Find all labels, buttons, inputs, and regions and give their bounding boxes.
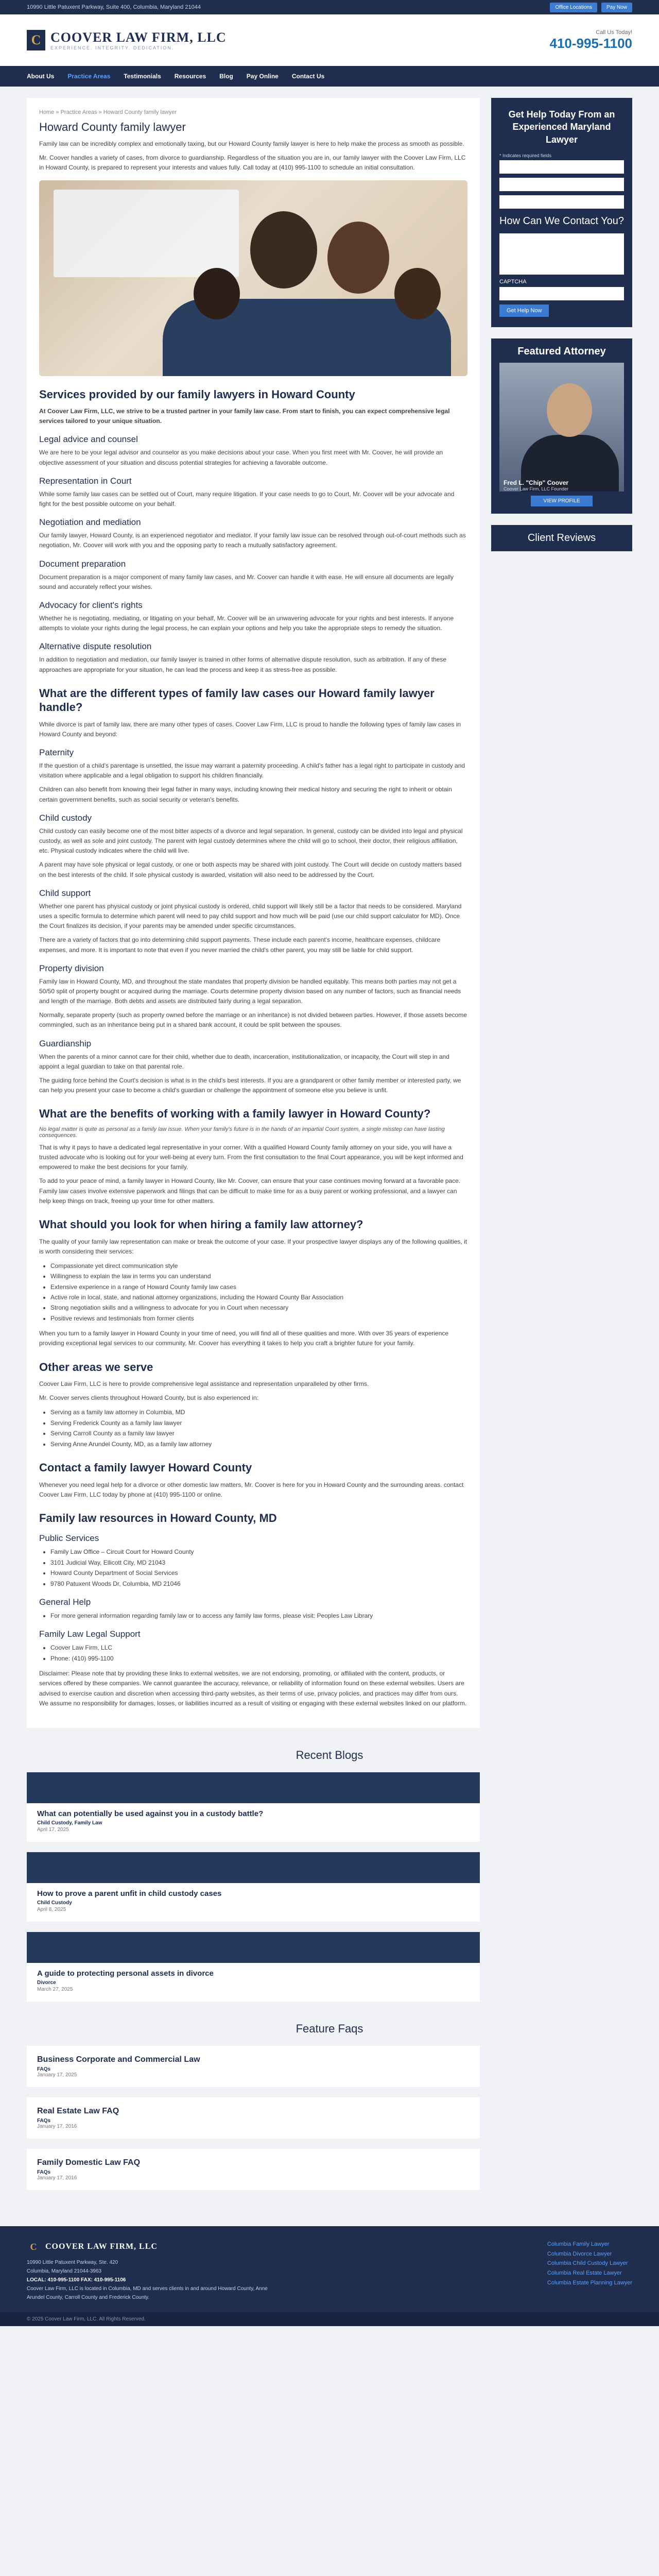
type-text: Child custody can easily become one of the most bitter aspects of a divorce and legal separation. In general, custody can be divided into legal and physical custody, as well as sole and joint custody. The parent with legal custody determines where the child will go to school, their doctor, their religious affiliation, etc. Physical custody indicates where the child will live. <box>39 827 463 855</box>
nav-practice-areas[interactable]: Practice Areas <box>67 73 111 80</box>
list-item: • Serving Frederick County as a family law lawyer <box>50 1418 467 1428</box>
blog-image <box>27 1772 480 1803</box>
sub-heading: Advocacy for client's rights <box>39 600 143 610</box>
disclaimer: Disclaimer: Please note that by providing these links to external websites, we are not endorsing, promoting, or affiliated with the content, products, or services offered by these companies. We cannot guarantee the accuracy, relevance, or reliability of information found on these external websites. Users are advised to exercise caution and discretion when accessing third-party websites, as their terms of use, privacy policies, and practices may differ from ours. We assume no responsibility for damages, losses, or liabilities incurred as a result of visiting or engaging with these external websites linked on our platform. <box>39 1670 467 1707</box>
phone-number[interactable]: 410-995-1100 <box>549 35 632 51</box>
blog-date: April 17, 2025 <box>37 1826 69 1833</box>
sub-text: While some family law cases can be settled out of Court, many require litigation. If your case needs to go to Court, Mr. Coover will be your advocate and fight for the best possible outcome on your behalf. <box>39 490 455 507</box>
attorney-title: Coover Law Firm, LLC Founder <box>504 486 569 492</box>
type-text: Whether one parent has physical custody or joint physical custody is ordered, child support will likely still be a factor that needs to be considered. Maryland uses a specific formula to determine which parent will need to pay child support and how much will be paid (use our child support calculator for MD). Once the Court finalizes its decision, if your parents may be amended under specific circumstances. <box>39 902 462 930</box>
list-item: • Extensive experience in a range of Howard County family law cases <box>50 1282 467 1292</box>
blog-date: April 8, 2025 <box>37 1906 66 1912</box>
phone-field[interactable] <box>499 195 624 209</box>
attorney-name: Fred L. "Chip" Coover <box>504 479 569 486</box>
nav-pay-online[interactable]: Pay Online <box>246 73 279 80</box>
main-nav <box>0 66 659 87</box>
list-item[interactable]: • Howard County Department of Social Services <box>50 1568 467 1578</box>
list-item: • Willingness to explain the law in terms you can understand <box>50 1271 467 1281</box>
faq-title[interactable]: Family Domestic Law FAQ <box>37 2158 141 2167</box>
blog-image <box>27 1852 480 1883</box>
blog-category: Child Custody <box>37 1900 72 1906</box>
type-heading: Child support <box>39 888 91 898</box>
logo[interactable] <box>27 30 227 50</box>
featured-attorney <box>491 338 632 514</box>
areas-heading: Other areas we serve <box>39 1360 153 1374</box>
faq-list <box>27 2046 480 2190</box>
nav-contact[interactable]: Contact Us <box>291 73 325 80</box>
footer-logo-name: COOVER LAW FIRM, LLC <box>45 2242 158 2251</box>
type-text-2: Children can also benefit from knowing their legal father in many ways, including knowing their medical history and securing the right to inherit or obtain certain government benefits, such as social security or veteran's benefits. <box>39 786 452 803</box>
list-item: • Serving Anne Arundel County, MD, as a family law attorney <box>50 1439 467 1449</box>
public-services-list <box>50 1547 467 1589</box>
benefits-text: That is why it pays to have a dedicated legal representative in your corner. With a qualified Howard County family attorney on your side, you will have a trusted advocate who is looking out for your well-being at every turn. From the first consultation to the final Court appearance, you will be kept informed and empowered to make the best decisions for your family. <box>39 1143 463 1171</box>
footer-address-1: 10990 Little Patuxent Parkway, Ste. 420 <box>27 2259 118 2265</box>
blog-title[interactable]: What can potentially be used against you in a custody battle? <box>37 1809 264 1818</box>
general-help-list <box>50 1611 467 1621</box>
hiring-list <box>50 1261 467 1324</box>
blog-card[interactable] <box>27 1932 480 2002</box>
list-item: • Compassionate yet direct communication style <box>50 1261 467 1271</box>
list-item: • 9780 Patuxent Woods Dr, Columbia, MD 21046 <box>50 1579 467 1589</box>
footer-link[interactable]: Columbia Child Custody Lawyer <box>547 2260 628 2267</box>
footer-contact <box>27 2240 274 2302</box>
faq-category: FAQs <box>37 2066 51 2072</box>
type-heading: Paternity <box>39 748 74 758</box>
copyright: © 2025 Coover Law Firm, LLC. All Rights Reserved. <box>0 2312 659 2326</box>
footer-link[interactable]: Columbia Family Lawyer <box>547 2241 610 2247</box>
nav-testimonials[interactable]: Testimonials <box>124 73 161 80</box>
list-item[interactable]: • Family Law Office – Circuit Court for Howard County <box>50 1547 467 1557</box>
sub-text: In addition to negotiation and mediation, our family lawyer is trained in other forms of alternative dispute resolution, such as arbitration. If any of these approaches are appropriate for your situation, he can lead the process and keep it as stress-free as possible. <box>39 656 447 673</box>
general-help-heading: General Help <box>39 1597 91 1607</box>
client-reviews-button[interactable]: Client Reviews <box>491 525 632 551</box>
footer-phones: LOCAL: 410-995-1100 FAX: 410-995-1106 <box>27 2277 126 2283</box>
legal-support-heading: Family Law Legal Support <box>39 1629 141 1639</box>
benefits-text: To add to your peace of mind, a family lawyer in Howard County, like Mr. Coover, can ensure that your case continues moving forward at a favorable pace. Family law cases involve extensive paperwork and filings that can be difficult to make time for as a busy parent or working professional, and a lawyer can help keep things on track, freeing up your time for other matters. <box>39 1177 461 1205</box>
list-item: • Strong negotiation skills and a willingness to advocate for you in Court when necessary <box>50 1302 467 1313</box>
list-item: • Coover Law Firm, LLC <box>50 1642 467 1653</box>
hiring-text-2: When you turn to a family lawyer in Howard County in your time of need, you will find all of these qualities and more. With over 35 years of experience providing exceptional legal services to our community, Mr. Coover has everything it takes to help you craft a brighter future for your family. <box>39 1330 449 1347</box>
list-item: • Phone: (410) 995-1100 <box>50 1653 467 1664</box>
blog-title[interactable]: A guide to protecting personal assets in divorce <box>37 1969 214 1978</box>
hero-family-image <box>39 180 467 376</box>
page-title: Howard County family lawyer <box>39 121 186 133</box>
sub-heading: Legal advice and counsel <box>39 434 138 445</box>
blog-date: March 27, 2025 <box>37 1986 73 1992</box>
sub-text: Our family lawyer, Howard County, is an experienced negotiator and mediator. If your family law issue can be resolved through out-of-court methods such as negotiation, Mr. Coover will work with you and the opposing party to reach a mutually satisfactory agreement. <box>39 532 466 549</box>
services-lead: At Coover Law Firm, LLC, we strive to be a trusted partner in your family law case. From start to finish, you can expect comprehensive legal services tailored to your unique situation. <box>39 408 450 425</box>
pay-now-button[interactable]: Pay Now <box>601 3 632 12</box>
case-types-intro: While divorce is part of family law, there are many other types of cases. Coover Law Firm, LLC is proud to handle the following types of family law cases in Howard County and beyond: <box>39 720 461 738</box>
main-content <box>27 98 480 1728</box>
nav-resources[interactable]: Resources <box>174 73 206 80</box>
blog-image <box>27 1932 480 1963</box>
faq-date: January 17, 2016 <box>37 2123 77 2129</box>
hiring-heading: What should you look for when hiring a family law attorney? <box>39 1218 363 1231</box>
blog-category: Divorce <box>37 1979 56 1986</box>
header <box>0 14 659 66</box>
blog-list <box>27 1772 480 2002</box>
footer-link[interactable]: Columbia Real Estate Lawyer <box>547 2269 622 2276</box>
benefits-lead: No legal matter is quite as personal as a family law issue. When your family's future is in the hands of an impartial Court system, a single misstep can have lasting consequences. <box>39 1126 445 1139</box>
list-item: • Serving Carroll County as a family law lawyer <box>50 1428 467 1438</box>
legal-support-list <box>50 1642 467 1664</box>
type-text-2: There are a variety of factors that go into determining child support payments. These include each parent's income, healthcare expenses, childcare expenses, and more. It is important to note that even if you never married the child's other parent, you may still be liable for child support. <box>39 936 441 954</box>
list-item: • 3101 Judicial Way, Ellicott City, MD 21043 <box>50 1557 467 1568</box>
sub-heading: Alternative dispute resolution <box>39 641 152 652</box>
footer-link[interactable]: Columbia Estate Planning Lawyer <box>547 2279 632 2286</box>
feature-faqs-title: Feature Faqs <box>296 2022 363 2035</box>
required-note: * Indicates required fields <box>499 152 552 158</box>
view-profile-button[interactable]: VIEW PROFILE <box>531 496 593 506</box>
email-field[interactable] <box>499 178 624 191</box>
call-us <box>550 29 632 52</box>
form-title: Get Help Today From an Experienced Maryland Lawyer <box>508 109 615 145</box>
intro-2: Mr. Coover handles a variety of cases, from divorce to guardianship. Regardless of the situation you are in, our family lawyer with the Coover Law Firm, LLC in Howard County, is prepared to represent your interests and values fully. Call today at (410) 995-1100 to schedule an initial consultation. <box>39 154 466 172</box>
contact-heading: Contact a family lawyer Howard County <box>39 1461 252 1475</box>
faq-card[interactable] <box>27 2149 480 2190</box>
name-field[interactable] <box>499 160 624 174</box>
sub-text: Document preparation is a major component of many family law cases, and Mr. Coover can handle it with ease. He will ensure all documents are legally sound and accurately reflect your wishes. <box>39 573 454 590</box>
public-services-heading: Public Services <box>39 1533 99 1544</box>
faq-card[interactable] <box>27 2046 480 2087</box>
logo-mark: C <box>27 30 45 50</box>
type-text: If the question of a child's parentage is unsettled, the issue may warrant a paternity proceeding. A child's father has a legal right to participate in custody and visitation where applicable and a legal obligation to support his children financially. <box>39 762 465 779</box>
areas-text: Coover Law Firm, LLC is here to provide comprehensive legal assistance and representation unparalleled by other firms. <box>39 1380 369 1388</box>
type-text-2: Normally, separate property (such as property owned before the marriage or an inheritance) is not divided between parties. However, if those assets become commingled, such as an inheritance being put in a shared bank account, it could be split between the spouses. <box>39 1011 467 1029</box>
message-field[interactable] <box>499 233 624 275</box>
blog-title[interactable]: How to prove a parent unfit in child custody cases <box>37 1889 222 1898</box>
footer-address-2: Columbia, Maryland 21044-3963 <box>27 2268 102 2274</box>
case-types-heading: What are the different types of family law cases our Howard family lawyer handle? <box>39 686 435 714</box>
list-item: • Active role in local, state, and national attorney organizations, including the Howard County Bar Association <box>50 1292 467 1302</box>
contact-question: How Can We Contact You? <box>499 215 625 227</box>
faq-category: FAQs <box>37 2169 51 2175</box>
type-text-2: A parent may have sole physical or legal custody, or one or both aspects may be shared with joint custody. The Court will decide on custody matters based on the best interests of the child. If sole physical custody is awarded, visitation will also need to be addressed by the Court. <box>39 861 462 878</box>
faq-date: January 17, 2025 <box>37 2072 77 2078</box>
featured-title: Featured Attorney <box>517 345 606 357</box>
logo-tagline: EXPERIENCE. INTEGRITY. DEDICATION. <box>50 45 175 50</box>
sub-heading: Negotiation and mediation <box>39 517 141 528</box>
areas-text-2: Mr. Coover serves clients throughout Howard County, but is also experienced in: <box>39 1394 258 1402</box>
benefits-heading: What are the benefits of working with a family lawyer in Howard County? <box>39 1107 431 1121</box>
sub-heading: Document preparation <box>39 558 126 569</box>
footer-link[interactable]: Columbia Divorce Lawyer <box>547 2250 612 2257</box>
footer-text: Coover Law Firm, LLC is located in Columbia, MD and serves clients in and around Howard County, Anne Arundel County, Carroll County and Frederick County. <box>27 2285 268 2300</box>
services-heading: Services provided by our family lawyers in Howard County <box>39 387 355 401</box>
list-item[interactable]: • Serving as a family law attorney in Columbia, MD <box>50 1407 467 1417</box>
areas-list <box>50 1407 467 1449</box>
faq-title[interactable]: Real Estate Law FAQ <box>37 2106 119 2115</box>
recent-blogs-title: Recent Blogs <box>296 1748 363 1761</box>
nav-about[interactable]: About Us <box>27 73 55 80</box>
footer-links <box>547 2240 632 2302</box>
breadcrumb[interactable]: Home » Practice Areas » Howard County family lawyer <box>39 109 177 115</box>
blog-card[interactable] <box>27 1772 480 1842</box>
type-text: When the parents of a minor cannot care for their child, whether due to death, incarceration, institutionalization, or incapacity, the Court will step in and appoint a legal guardian to take on that parental role. <box>39 1053 449 1070</box>
blog-category: Child Custody, Family Law <box>37 1820 102 1826</box>
top-address: 10990 Little Patuxent Parkway, Suite 400, Columbia, Maryland 21044 <box>27 4 201 10</box>
top-bar <box>0 0 659 14</box>
hiring-text: The quality of your family law representation can make or break the outcome of your case. If your prospective lawyer displays any of the following qualities, it is worth considering their services: <box>39 1238 467 1255</box>
send-button[interactable]: Get Help Now <box>499 304 549 317</box>
footer <box>0 2226 659 2312</box>
type-heading: Child custody <box>39 812 92 823</box>
type-text-2: The guiding force behind the Court's decision is what is in the child's best interests. If you are a grandparent or other family member or interested party, we can help you present your case to become a child's guardian or challenge the appointment of someone else you believe is unfit. <box>39 1077 461 1094</box>
type-heading: Guardianship <box>39 1038 92 1048</box>
captcha-field[interactable] <box>499 287 624 300</box>
intro-1: Family law can be incredibly complex and emotionally taxing, but our Howard County family lawyer is here to help make the process as smooth as possible. <box>39 140 464 147</box>
type-heading: Property division <box>39 963 104 973</box>
resources-heading: Family law resources in Howard County, MD <box>39 1511 277 1524</box>
sub-heading: Representation in Court <box>39 476 132 486</box>
sub-text: We are here to be your legal advisor and counselor as you make decisions about your case. When you first meet with Mr. Coover, he will provide an objective assessment of your situation and discuss potential strategies for achieving a favorable outcome. <box>39 449 443 466</box>
contact-form <box>491 98 632 327</box>
sidebar <box>491 98 632 551</box>
attorney-photo <box>499 363 624 492</box>
faq-title[interactable]: Business Corporate and Commercial Law <box>37 2055 200 2064</box>
type-text: Family law in Howard County, MD, and throughout the state mandates that property division be handled equitably. This means both parties may not get a 50/50 split of property bought or acquired during the marriage. Courts determine property division based on any number of factors, such as financial needs and length of the marriage. Both debts and assets are distributed fairly during a legal separation. <box>39 977 461 1005</box>
list-item[interactable]: • For more general information regarding family law or to access any family law forms, please visit: Peoples Law Library <box>50 1611 467 1621</box>
list-item: • Positive reviews and testimonials from former clients <box>50 1313 467 1324</box>
faq-category: FAQs <box>37 2117 51 2124</box>
call-us-label: Call Us Today! <box>596 29 632 36</box>
office-locations-button[interactable]: Office Locations <box>550 3 597 12</box>
blog-card[interactable] <box>27 1852 480 1922</box>
contact-text: Whenever you need legal help for a divorce or other domestic law matters, Mr. Coover is here for you in Howard County and the surrounding areas. contact Coover Law Firm, LLC today by phone at (410) 995-1100 or online. <box>39 1481 464 1498</box>
faq-card[interactable] <box>27 2097 480 2139</box>
nav-blog[interactable]: Blog <box>219 73 233 80</box>
faq-date: January 17, 2016 <box>37 2175 77 2181</box>
logo-name: COOVER LAW FIRM, LLC <box>50 30 227 45</box>
footer-logo-mark: C <box>27 2240 40 2254</box>
sub-text: Whether he is negotiating, mediating, or litigating on your behalf, Mr. Coover will be an unwavering advocate for your rights and best interests. If anyone attempts to violate your rights during the legal process, he can explain your options and help you take the appropriate steps to remedy the situation. <box>39 614 454 632</box>
captcha-label: CAPTCHA <box>499 278 527 285</box>
